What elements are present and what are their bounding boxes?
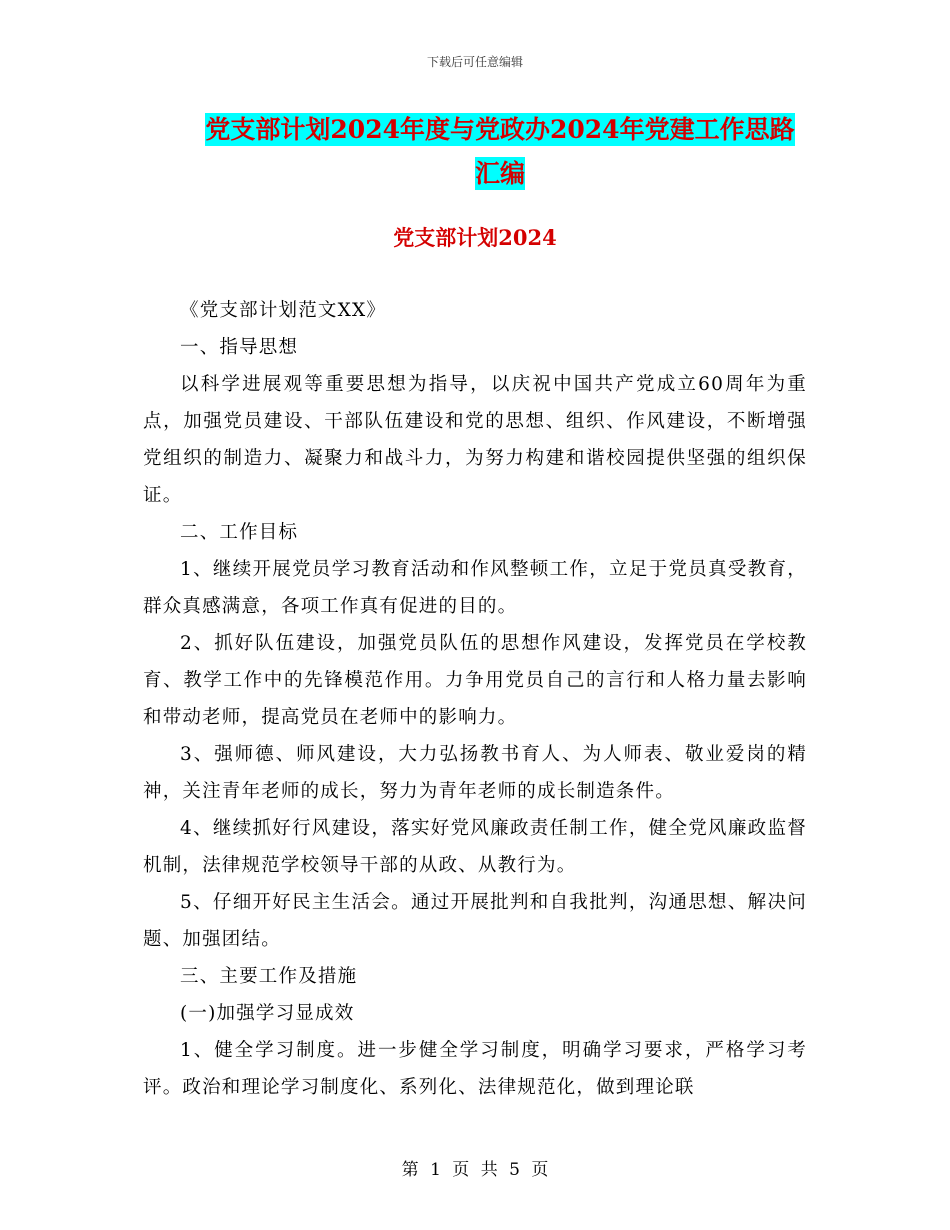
paragraph: 三、主要工作及措施: [180, 966, 358, 987]
paragraph: 1、健全学习制度。进一步健全学习制度，明确学习要求，严格学习考评。政治和理论学习制度化、系列化、法律规范化，做到理论联: [143, 1040, 807, 1098]
paragraph: 2、抓好队伍建设，加强党员队伍的思想作风建设，发挥党员在学校教育、教学工作中的先锋模范作用。力争用党员自己的言行和人格力量去影响和带动老师，提高党员在老师中的影响力。: [143, 633, 807, 728]
paragraph: 5、仔细开好民主生活会。通过开展批判和自我批判，沟通思想、解决问题、加强团结。: [143, 892, 807, 950]
paragraph: 1、继续开展党员学习教育活动和作风整顿工作，立足于党员真受教育，群众真感满意，各项工作真有促进的目的。: [143, 559, 807, 617]
paragraph: 4、继续抓好行风建设，落实好党风廉政责任制工作，健全党风廉政监督机制，法律规范学校领导干部的从政、从教行为。: [143, 818, 807, 876]
title-line-1: 党支部计划2024年度与党政办2024年党建工作思路: [205, 115, 795, 144]
paragraph: 《党支部计划范文XX》: [180, 300, 387, 321]
paragraph: (一)加强学习显成效: [180, 1003, 355, 1024]
document-title: [150, 108, 850, 196]
paragraph: 二、工作目标: [180, 522, 299, 543]
page-footer: 第 1 页 共 5 页: [401, 1160, 549, 1180]
title-line-2: 汇编: [474, 159, 525, 188]
paragraph: 一、指导思想: [180, 337, 299, 358]
header-note: 下载后可任意编辑: [426, 55, 523, 69]
paragraph: 3、强师德、师风建设，大力弘扬教书育人、为人师表、敬业爱岗的精神，关注青年老师的成长，努力为青年老师的成长制造条件。: [143, 744, 807, 802]
paragraph: 以科学进展观等重要思想为指导，以庆祝中国共产党成立60周年为重点，加强党员建设、干部队伍建设和党的思想、组织、作风建设，不断增强党组织的制造力、凝聚力和战斗力，为努力构建和谐校园提供坚强的组织保证。: [143, 374, 807, 506]
section-title: 党支部计划2024: [393, 225, 557, 250]
document-body: [143, 292, 807, 1106]
